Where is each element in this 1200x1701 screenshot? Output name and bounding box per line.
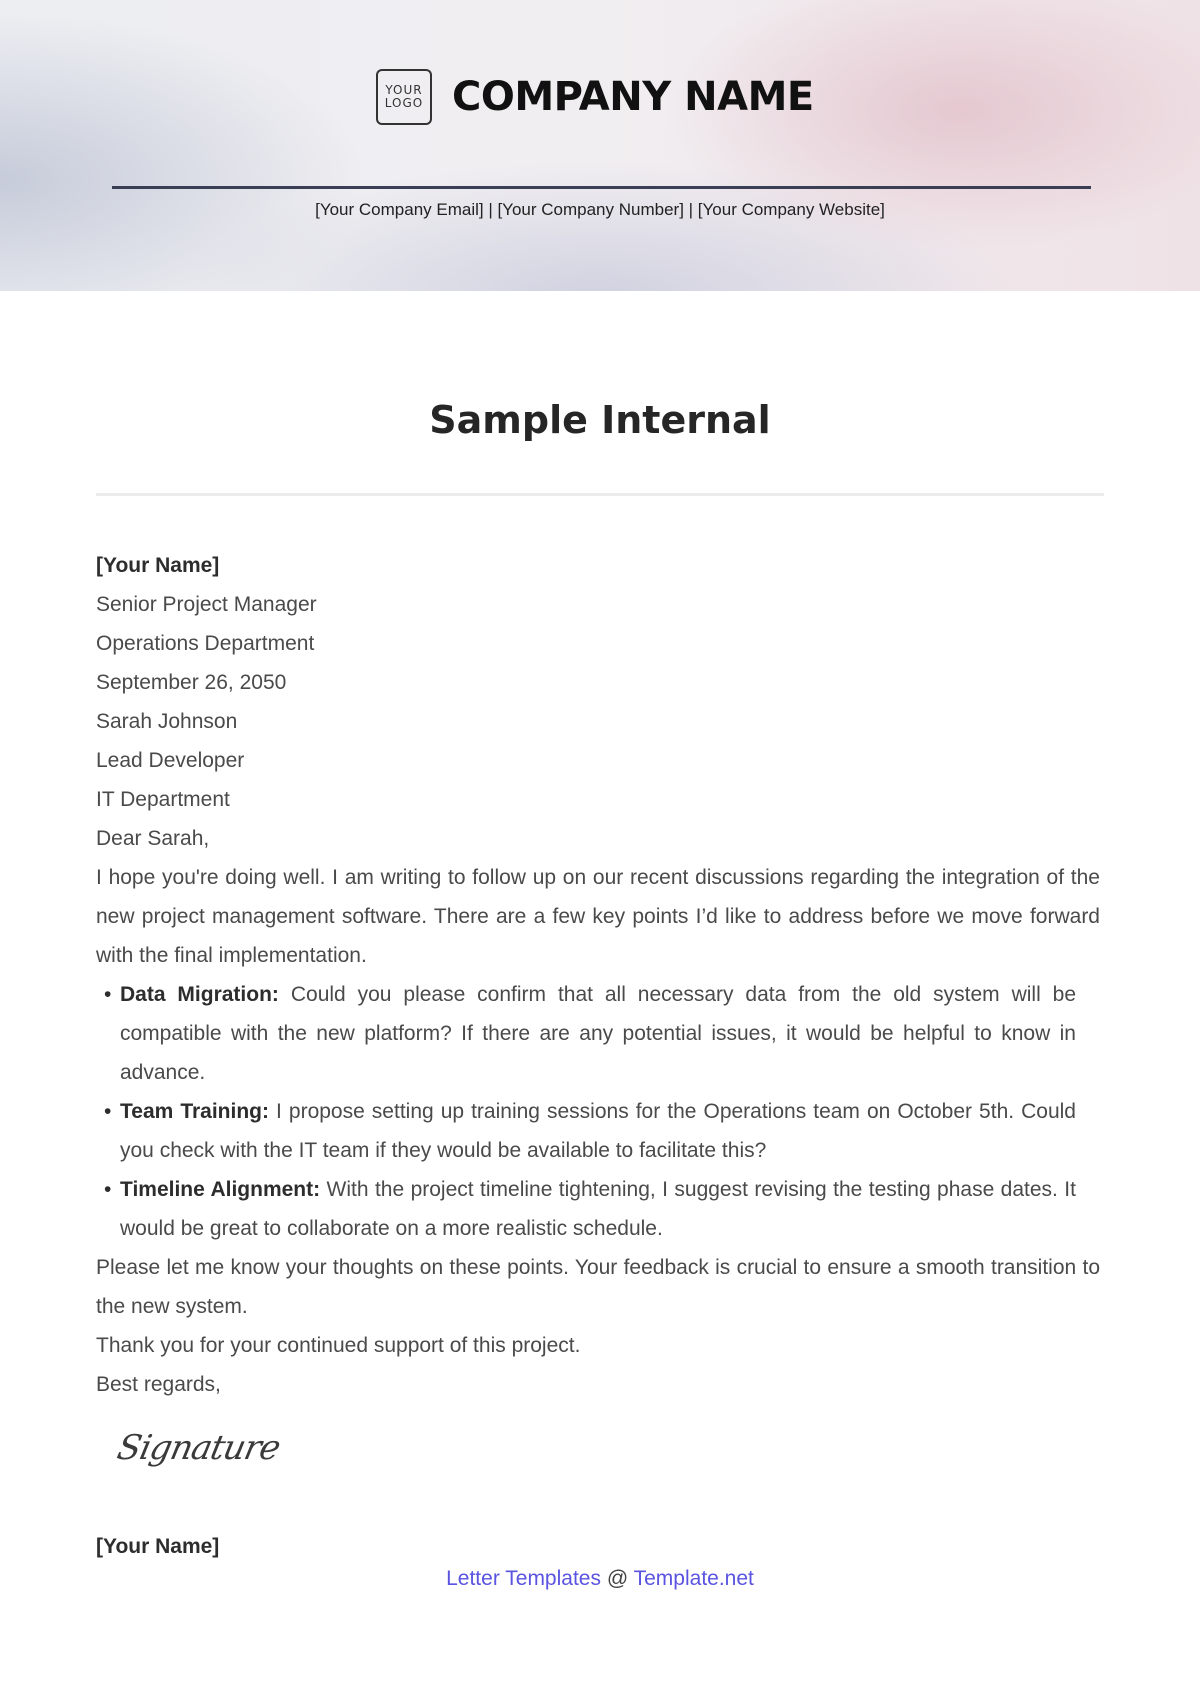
sender-name: [Your Name] bbox=[96, 554, 220, 577]
letter-body bbox=[96, 546, 1100, 1404]
letterhead bbox=[0, 0, 1200, 291]
letter-date: September 26, 2050 bbox=[96, 671, 287, 694]
list-item bbox=[96, 1170, 1100, 1248]
point-text: Could you please confirm that all necessary data from the old system will be compatible with the new platform? If there are any potential issues, it would be helpful to know in advance. bbox=[120, 983, 1076, 1084]
logo-line-2: LOGO bbox=[384, 96, 424, 110]
point-label: Timeline Alignment: bbox=[120, 1178, 321, 1201]
header-divider bbox=[112, 186, 1091, 189]
key-points-list bbox=[96, 975, 1100, 1248]
template-net-link[interactable]: Template.net bbox=[633, 1567, 754, 1590]
signature-image: Signature bbox=[113, 1428, 284, 1468]
document-title: Sample Internal bbox=[429, 398, 771, 442]
logo-placeholder bbox=[376, 69, 432, 125]
letter-templates-link[interactable]: Letter Templates bbox=[446, 1567, 601, 1590]
sender-department: Operations Department bbox=[96, 632, 315, 655]
closing-paragraph: Please let me know your thoughts on these points. Your feedback is crucial to ensure a smooth transition to the new system. bbox=[96, 1256, 1100, 1318]
footer-separator: @ bbox=[606, 1567, 629, 1590]
thanks-line: Thank you for your continued support of this project. bbox=[96, 1334, 581, 1357]
recipient-name: Sarah Johnson bbox=[96, 710, 238, 733]
signer-name: [Your Name] bbox=[96, 1535, 220, 1558]
list-item bbox=[96, 1092, 1100, 1170]
recipient-department: IT Department bbox=[96, 788, 230, 811]
recipient-position: Lead Developer bbox=[96, 749, 245, 772]
intro-paragraph: I hope you're doing well. I am writing to follow up on our recent discussions regarding the integration of the new project management software. There are a few key points I’d like to address before we move forward with the final implementation. bbox=[96, 866, 1100, 967]
logo-line-1: YOUR bbox=[385, 83, 423, 97]
list-item bbox=[96, 975, 1100, 1092]
point-label: Data Migration: bbox=[120, 983, 279, 1006]
greeting: Dear Sarah, bbox=[96, 827, 210, 850]
sender-position: Senior Project Manager bbox=[96, 593, 317, 616]
brand bbox=[376, 67, 814, 127]
footer-credit bbox=[0, 1567, 1200, 1591]
title-divider bbox=[96, 493, 1104, 496]
point-text: With the project timeline tightening, I suggest revising the testing phase dates. It would be great to collaborate on a more realistic schedule. bbox=[120, 1178, 1076, 1240]
company-contact-line: [Your Company Email] | [Your Company Number] | [Your Company Website] bbox=[315, 200, 885, 219]
company-name: COMPANY NAME bbox=[452, 74, 814, 120]
point-label: Team Training: bbox=[120, 1100, 269, 1123]
sign-off: Best regards, bbox=[96, 1373, 221, 1396]
point-text: I propose setting up training sessions for the Operations team on October 5th. Could you check with the IT team if they would be available to facilitate this? bbox=[120, 1100, 1076, 1162]
